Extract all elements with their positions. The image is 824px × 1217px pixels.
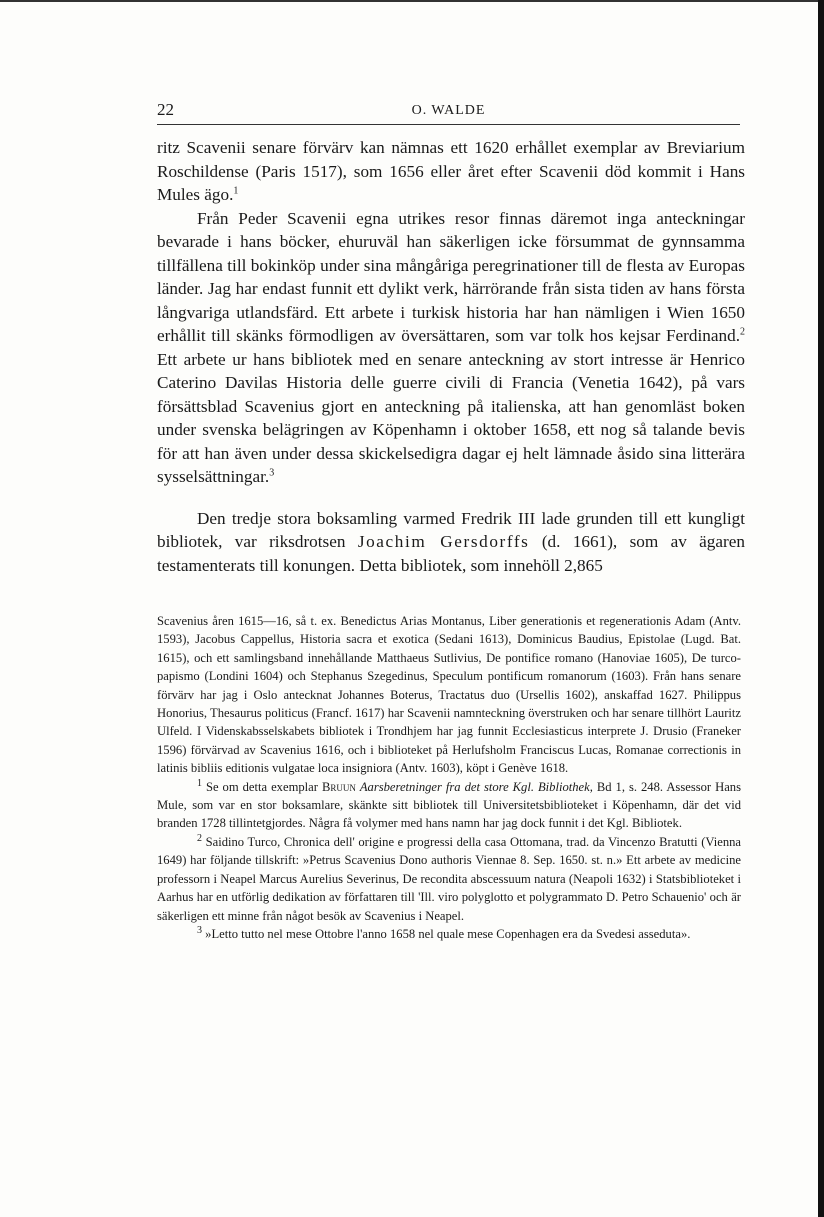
page-number: 22 <box>157 100 174 119</box>
footnote-1-author: Bruun <box>321 779 356 794</box>
paragraph-2-text-b: Ett arbete ur hans bibliotek med en senare anteckning av stort intresse är Henrico Caterino Davilas Historia delle guerre civili di Francia (Venetia 1642), på vars försättsblad Scavenius gjort en anteckning på italienska, att han genomläst boken under svenska belägringen av Köpenhamn i oktober 1658, ett nog så talande bevis för att han även under dessa skickelsedigra dagar ej helt lämnade åsido sina litterära sysselsättningar. <box>157 349 745 486</box>
scan-edge-top <box>0 0 824 2</box>
footnote-3-text: »Letto tutto nel mese Ottobre l'anno 1658 nel quale mese Copenhagen era da Svedesi asseduta». <box>202 926 691 941</box>
running-head: O. WALDE <box>411 103 486 118</box>
footnote-3-number: 3 <box>197 924 202 936</box>
paragraph-3-text-a: Den tredje stora boksamling varmed Fredrik III lade grunden till ett kungligt bibliotek, var riksdrotsen <box>157 508 745 551</box>
paragraph-1-text: ritz Scavenii senare förvärv kan nämnas ett 1620 erhållet exemplar av Breviarium Roschildense (Paris 1517), som 1656 eller året efter Scavenii död kommit i Hans Mules ägo. <box>157 138 745 204</box>
page-header <box>157 98 740 125</box>
footnote-3 <box>157 925 741 943</box>
body-text <box>157 136 745 577</box>
paragraph-2 <box>157 207 745 489</box>
footnote-2 <box>157 833 741 925</box>
paragraph-1 <box>157 136 745 207</box>
footnote-1-title: Aarsberetninger fra det store Kgl. Bibliothek, <box>359 779 593 794</box>
footnote-ref-2: 2 <box>740 326 745 338</box>
paragraph-3-text-b: (d. 1661), som av ägaren testamenterats till konungen. Detta bibliotek, som innehöll 2,865 <box>157 532 745 575</box>
footnotes <box>157 612 741 943</box>
footnote-ref-1: 1 <box>233 185 239 197</box>
scan-edge-right <box>818 0 824 1217</box>
paragraph-2-text-a: Från Peder Scavenii egna utrikes resor finnas däremot inga anteckningar bevarade i hans böcker, ehuruväl han säkerligen icke försummat de gynnsamma tillfällena till bokinköp under sina mångåriga peregrinationer till de flesta av Europas länder. Jag har endast funnit ett dylikt verk, härrörande från sista tiden av hans första långvariga utlandsfärd. Ett arbete i turkisk historia har han nämligen i Wien 1650 erhållit till skänks förmodligen av översättaren, som var tolk hos kejsar Ferdinand. <box>157 208 745 345</box>
paragraph-3-name: Joachim Gersdorffs <box>357 532 530 551</box>
footnote-2-text: Saidino Turco, Chronica dell' origine e progressi della casa Ottomana, trad. da Vincenzo Bratutti (Vienna 1649) har följande tillskrift: »Petrus Scavenius Dono authoris Viennae 8. Sep. 1650. st. n.» Ett arbete av medicine professorn i Neapel Marcus Aurelius Severinus, De recondita abscessuum natura (Neapoli 1632) i Statsbiblioteket i Aarhus har en utförlig dedikation av författaren till 'Ill. viro polyglotto et polygrammato D. Petro Schauenio' och är säkerligen ett minne från något besök av Scavenius i Neapel. <box>157 834 741 923</box>
footnote-1-post: Bd 1, s. 248. Assessor Hans Mule, som var en stor boksamlare, skänkte sitt bibliotek till Universitetsbiblioteket i Köpenhamn, där det vid branden 1728 tillintetgjordes. Några få volymer med hans namn har jag dock funnit i det Kgl. Bibliotek. <box>157 779 741 831</box>
footnote-1-pre: Se om detta exemplar <box>202 779 322 794</box>
footnote-1-number: 1 <box>197 777 202 789</box>
footnote-continuation: Scavenius åren 1615—16, så t. ex. Benedictus Arias Montanus, Liber generationis et regenerationis Adam (Antv. 1593), Jacobus Cappellus, Historia sacra et exotica (Sedani 1613), Dominicus Baudius, Epistolae (Lugd. Bat. 1615), och ett samlingsband innehållande Matthaeus Sutlivius, De pontifice romano (Hanoviae 1605), De turco-papismo (Londini 1604) och Stephanus Szegedinus, Speculum pontificum romanorum (1603). Från hans senare förvärv har jag i Oslo antecknat Johannes Boterus, Tractatus duo (Ursellis 1602), anskaffad 1627. Philippus Honorius, Thesaurus politicus (Francf. 1617) har Scavenii namnteckning överstruken och har senare tillhört Lauritz Ulfeld. I Videnskabsselskabets bibliotek i Trondhjem har jag funnit Ecclesiasticus interprete J. Drusio (Franeker 1596) förvärvad av Scavenius 1616, och i biblioteket på Herlufsholm Franciscus Lucas, Romanae correctionis in latinis bibliis editionis vulgatae loca insigniora (Antv. 1603), köpt i Genève 1618. <box>157 614 741 776</box>
footnote-ref-3: 3 <box>269 467 275 479</box>
footnote-1 <box>157 778 741 833</box>
footnote-2-number: 2 <box>197 832 202 844</box>
paragraph-3 <box>157 507 745 578</box>
